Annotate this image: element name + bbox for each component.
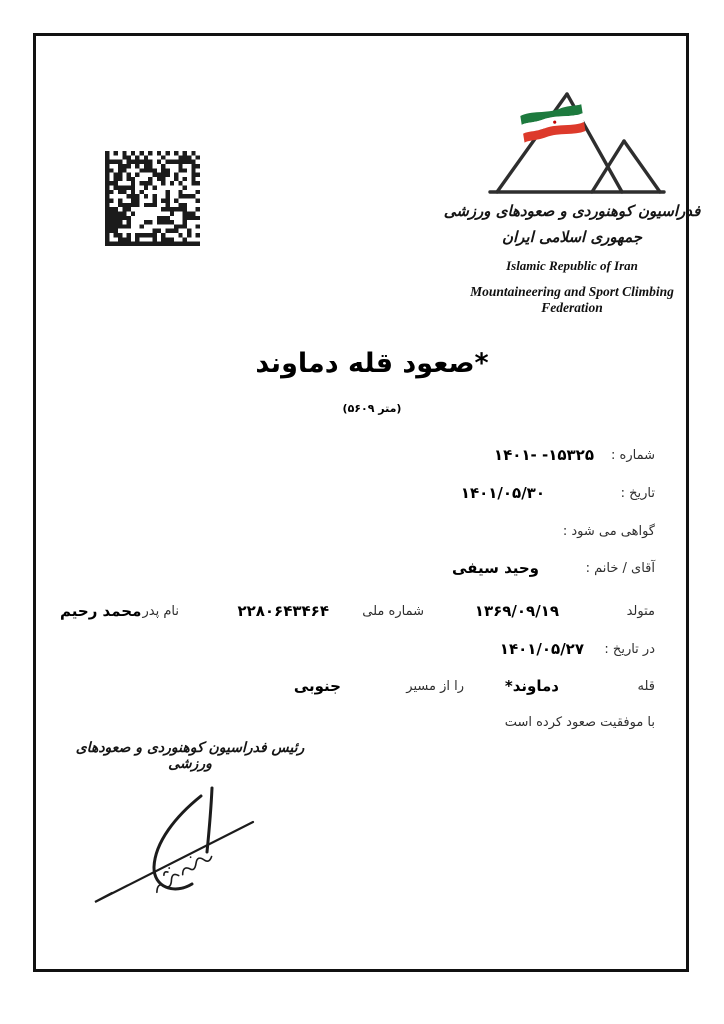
person-label: آقای / خانم :	[585, 561, 655, 576]
org-name-en-line1: Islamic Republic of Iran	[506, 258, 638, 273]
route-label: را از مسیر	[406, 679, 464, 694]
date-label: تاریخ :	[620, 486, 655, 501]
on-date-label: در تاریخ :	[604, 642, 655, 657]
number-value: ۱۴۰۱- -۱۵۳۲۵	[493, 446, 594, 464]
org-name-fa-line1: فدراسیون کوهنوردی و صعودهای ورزشی	[443, 202, 701, 220]
national-id-label: شماره ملی	[362, 604, 424, 619]
iran-flag	[520, 104, 586, 142]
number-label: شماره :	[611, 448, 655, 463]
certificate-altitude: (۵۶۰۹ متر)	[342, 402, 402, 415]
signatory-title: رئیس فدراسیون کوهنوردی و صعودهای ورزشی	[75, 740, 305, 772]
org-name-fa-line2: جمهوری اسلامی ایران	[501, 228, 643, 246]
certificate-title: *صعود قله دماوند	[255, 348, 489, 379]
father-label: نام پدر	[142, 604, 179, 619]
route-value: جنوبی	[293, 677, 341, 695]
mountains-flag-icon	[462, 86, 682, 198]
father-value: محمد رحیم	[60, 602, 142, 620]
org-name-en-line2: Mountaineering and Sport Climbing Federation	[470, 284, 674, 315]
birth-value: ۱۳۶۹/۰۹/۱۹	[474, 602, 559, 620]
on-date-value: ۱۴۰۱/۰۵/۲۷	[499, 640, 584, 658]
signature-handwritten	[70, 772, 280, 917]
peak-label: قله	[637, 679, 655, 694]
datamatrix-pattern	[105, 150, 200, 247]
date-value: ۱۴۰۱/۰۵/۳۰	[460, 484, 545, 502]
federation-logo-block	[440, 86, 704, 316]
birth-label: متولد	[626, 604, 655, 619]
success-text: با موفقیت صعود کرده است	[504, 715, 655, 730]
person-name: وحید سیفی	[452, 559, 539, 577]
peak-value: *دماوند	[504, 677, 559, 695]
datamatrix-barcode	[105, 150, 200, 247]
certify-text: گواهی می شود :	[562, 524, 655, 539]
national-id-value: ۲۲۸۰۶۴۳۴۶۴	[237, 602, 329, 620]
